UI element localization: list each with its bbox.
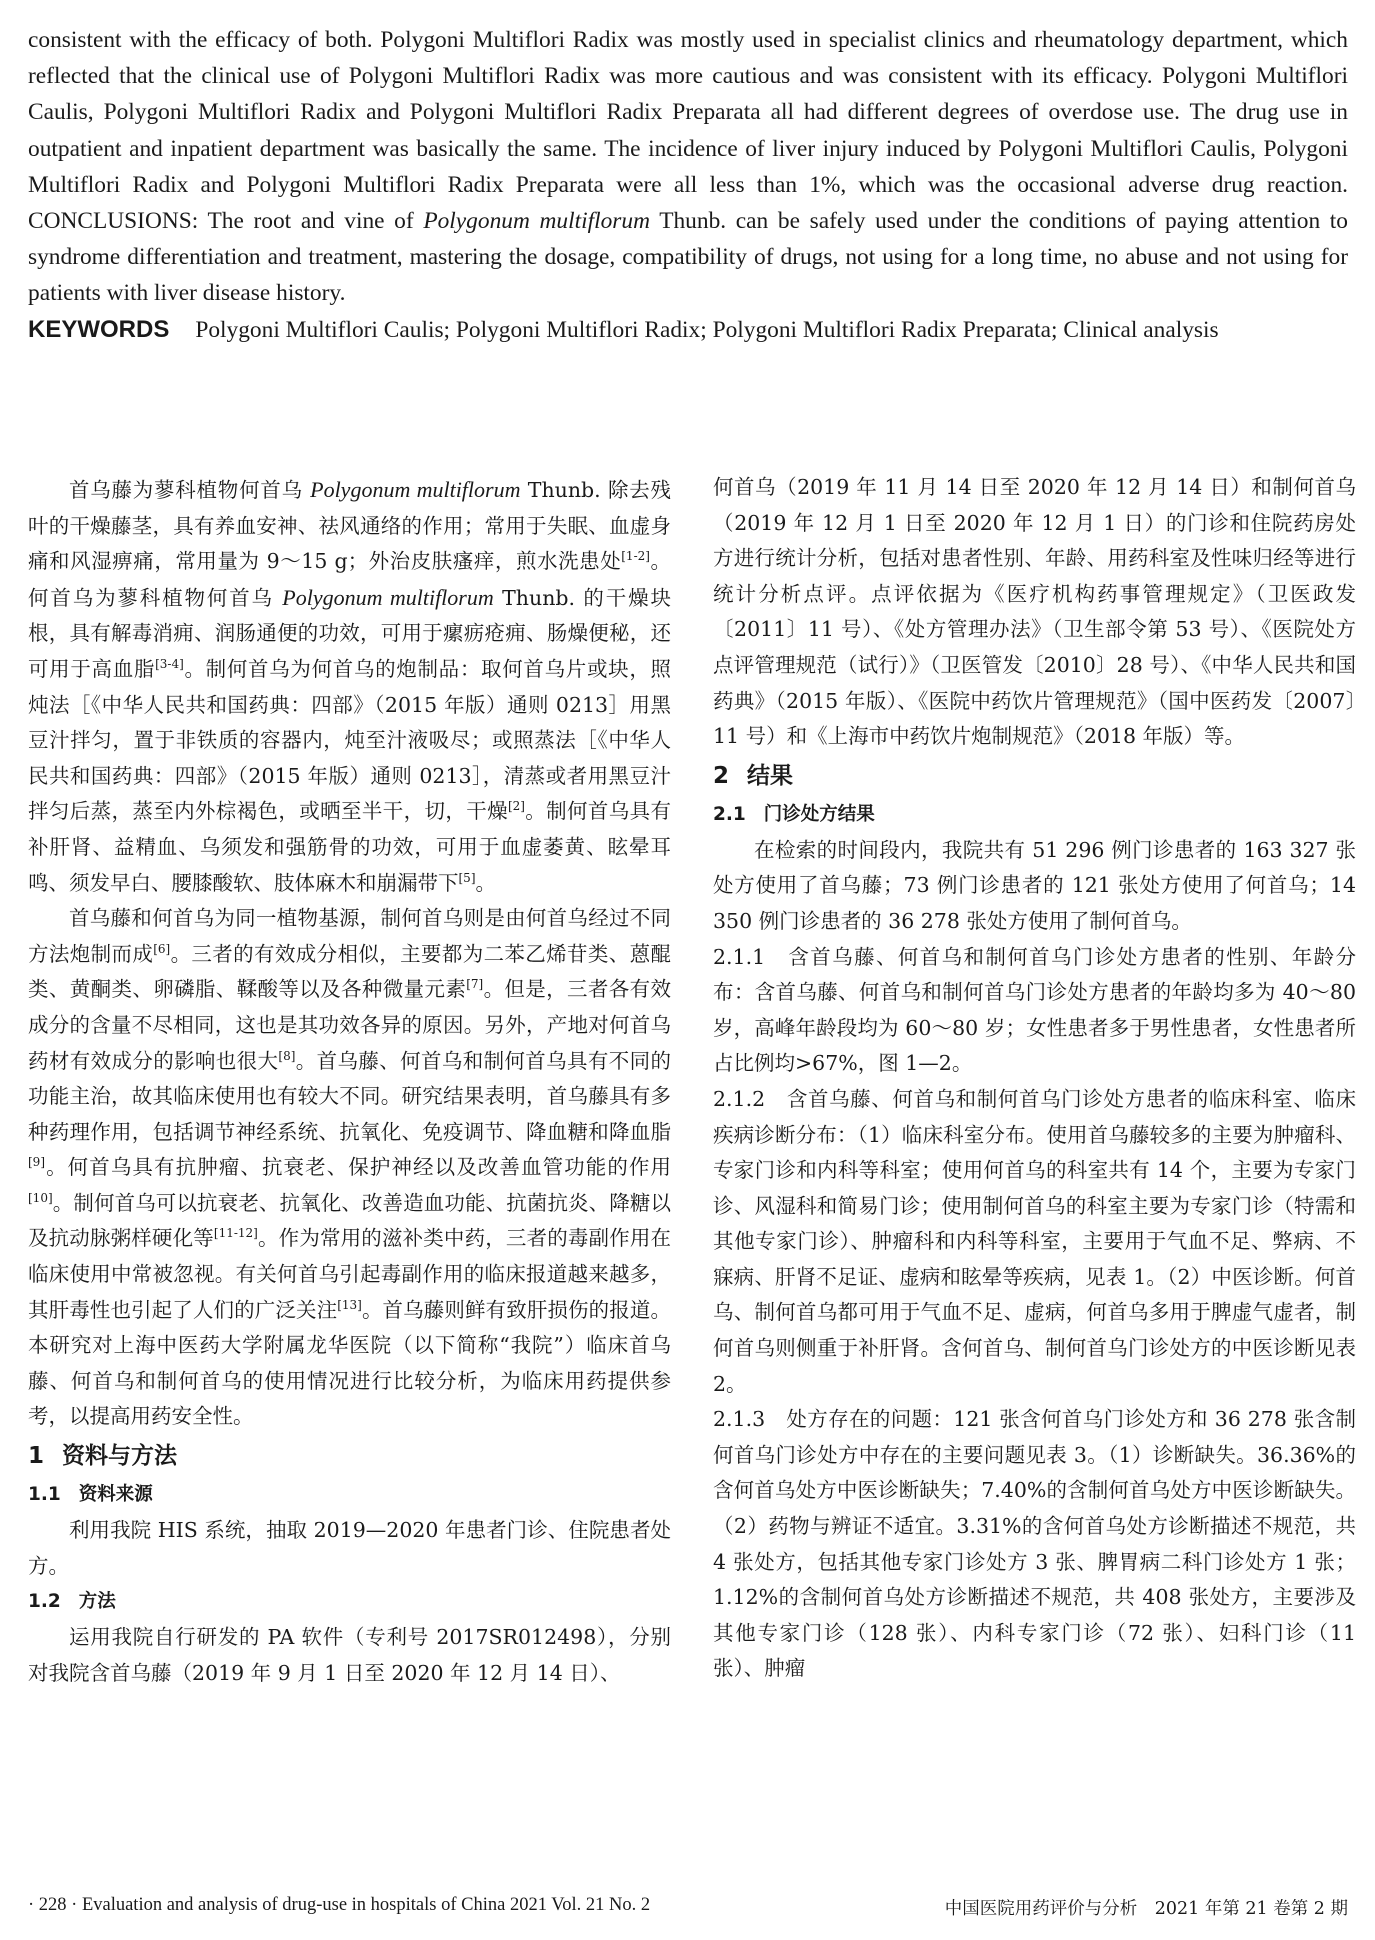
intro-paragraph-2: 首乌藤和何首乌为同一植物基源，制何首乌则是由何首乌经过不同方法炮制而成[6]。三者的有效成分相似，主要都为二苯乙烯苷类、蒽醌类、黄酮类、卵磷脂、鞣酸等以及各种微量元素[7]。但是，三者各有效成分的含量不尽相同，这也是其功效各异的原因。另外，产地对何首乌药材有效成分的影响也很大[8]。首乌藤、何首乌和制何首乌具有不同的功能主治，故其临床使用也有较大不同。研究结果表明，首乌藤具有多种药理作用，包括调节神经系统、抗氧化、免疫调节、降血糖和降血脂[9]。何首乌具有抗肿瘤、抗衰老、保护神经以及改善血管功能的作用[10]。制何首乌可以抗衰老、抗氧化、改善造血功能、抗菌抗炎、降糖以及抗动脉粥样硬化等[11-12]。作为常用的滋补类中药，三者的毒副作用在临床使用中常被忽视。有关何首乌引起毒副作用的临床报道越来越多，其肝毒性也引起了人们的广泛关注[13]。首乌藤则鲜有致肝损伤的报道。本研究对上海中医药大学附属龙华医院（以下简称“我院”）临床首乌藤、何首乌和制何首乌的使用情况进行比较分析，为临床用药提供参考，以提高用药安全性。	[28, 906, 672, 1429]
intro-paragraph-1: 首乌藤为蓼科植物何首乌 Polygonum multiflorum Thunb. 除去残叶的干燥藤茎，具有养血安神、祛风通络的作用；常用于失眠、血虚身痛和风湿痹痛，常用量为 9～15 g；外治皮肤瘙痒，煎水洗患处[1-2]。何首乌为蓼科植物何首乌 Polygonum multiflorum Thunb. 的干燥块根，具有解毒消痈、润肠通便的功效，可用于瘰疬疮痈、肠燥便秘，还可用于高血脂[3-4]。制何首乌为何首乌的炮制品：取何首乌片或块，照炖法［《中华人民共和国药典：四部》（2015 年版）通则 0213］用黑豆汁拌匀，置于非铁质的容器内，炖至汁液吸尽；或照蒸法［《中华人民共和国药典：四部》（2015 年版）通则 0213］，清蒸或者用黑豆汁拌匀后蒸，蒸至内外棕褐色，或晒至半干，切，干燥[2]。制何首乌具有补肝肾、益精血、乌须发和强筋骨的功效，可用于血虚萎黄、眩晕耳鸣、须发早白、腰膝酸软、肢体麻木和崩漏带下[5]。	[28, 477, 672, 895]
english-abstract	[28, 22, 1348, 348]
section-heading-2: 2 结果	[713, 762, 794, 789]
left-column	[28, 472, 671, 1691]
abstract-paragraph: consistent with the efficacy of both. Polygoni Multiflori Radix was mostly used in specialist clinics and rheumatology department, which reflected that the clinical use of Polygoni Multiflori Radix was more cautious and was consistent with its efficacy. Polygoni Multiflori Caulis, Polygoni Multiflori Radix and Polygoni Multiflori Radix Preparata all had different degrees of overdose use. The drug use in outpatient and inpatient department was basically the same. The incidence of liver injury induced by Polygoni Multiflori Caulis, Polygoni Multiflori Radix and Polygoni Multiflori Radix Preparata were all less than 1%, which was the occasional adverse drug reaction. CONCLUSIONS: The root and vine of Polygonum multiflorum Thunb. can be safely used under the conditions of paying attention to syndrome differentiation and treatment, mastering the dosage, compatibility of drugs, not using for a long time, no abuse and not using for patients with liver disease history.	[28, 27, 1348, 307]
outpatient-results-paragraph: 在检索的时间段内，我院共有 51 296 例门诊患者的 163 327 张处方使用了首乌藤；73 例门诊患者的 121 张处方使用了何首乌；14 350 例门诊患者的 36 278 张处方使用了制何首乌。	[713, 837, 1356, 933]
citation: [2]	[507, 799, 525, 814]
result-2-1-1: 2.1.1 含首乌藤、何首乌和制何首乌门诊处方患者的性别、年龄分布：含首乌藤、何首乌和制何首乌门诊处方患者的年龄均多为 40～80 岁，高峰年龄段均为 60～80 岁；女性患者多于男性患者，女性患者所占比例均>67%，图 1—2。	[713, 944, 1356, 1076]
data-source-paragraph: 利用我院 HIS 系统，抽取 2019—2020 年患者门诊、住院患者处方。	[28, 1518, 671, 1578]
section-heading-1: 1 资料与方法	[28, 1443, 178, 1470]
citation: [9]	[28, 1155, 45, 1170]
keywords-label: KEYWORDS	[28, 315, 170, 343]
subsection-heading-1-2: 1.2 方法	[28, 1591, 116, 1613]
right-column	[713, 470, 1356, 1687]
method-paragraph-continued: 何首乌（2019 年 11 月 14 日至 2020 年 12 月 14 日）和制何首乌（2019 年 12 月 1 日至 2020 年 12 月 1 日）的门诊和住院药房处方进行统计分析，包括对患者性别、年龄、用药科室及性味归经等进行统计分析点评。点评依据为《医疗机构药事管理规定》（卫医政发〔2011〕11 号）、《处方管理办法》（卫生部令第 53 号）、《医院处方点评管理规范（试行）》（卫医管发〔2010〕28 号）、《中华人民共和国药典》（2015 年版）、《医院中药饮片管理规范》（国中医药发〔2007〕11 号）和《上海市中药饮片炮制规范》（2018 年版）等。	[713, 475, 1356, 749]
subsection-heading-2-1: 2.1 门诊处方结果	[713, 803, 875, 825]
citation: [6]	[153, 941, 171, 956]
citation: [13]	[337, 1297, 362, 1312]
citation: [3-4]	[155, 657, 184, 672]
citation: [8]	[278, 1048, 296, 1063]
citation: [10]	[28, 1191, 53, 1206]
subsection-heading-1-1: 1.1 资料来源	[28, 1484, 153, 1506]
keywords-line	[28, 312, 1348, 348]
result-2-1-3: 2.1.3 处方存在的问题：121 张含何首乌门诊处方和 36 278 张含制何首乌门诊处方中存在的主要问题见表 3。（1）诊断缺失。36.36%的含何首乌处方中医诊断缺失；7.40%的含制何首乌处方中医诊断缺失。（2）药物与辨证不适宜。3.31%的含何首乌处方诊断描述不规范，共 4 张处方，包括其他专家门诊处方 3 张、脾胃病二科门诊处方 1 张；1.12%的含制何首乌处方诊断描述不规范，共 408 张处方，主要涉及其他专家门诊（128 张）、内科专家门诊（72 张）、妇科门诊（11 张）、肿瘤	[713, 1407, 1356, 1681]
citation: [5]	[458, 870, 476, 885]
species-name: Polygonum multiflorum	[423, 208, 650, 235]
method-paragraph: 运用我院自行研发的 PA 软件（专利号 2017SR012498），分别对我院含首乌藤（2019 年 9 月 1 日至 2020 年 12 月 14 日）、	[28, 1625, 671, 1685]
citation: [7]	[466, 977, 484, 992]
keywords-text: Polygoni Multiflori Caulis; Polygoni Multiflori Radix; Polygoni Multiflori Radix Preparata; Clinical analysis	[195, 316, 1219, 343]
footer-journal-en: · 228 · Evaluation and analysis of drug-use in hospitals of China 2021 Vol. 21 No. 2	[28, 1895, 651, 1915]
citation: [1-2]	[621, 549, 650, 564]
result-2-1-2: 2.1.2 含首乌藤、何首乌和制何首乌门诊处方患者的临床科室、临床疾病诊断分布：（1）临床科室分布。使用首乌藤较多的主要为肿瘤科、专家门诊和内科等科室；使用何首乌的科室共有 14 个，主要为专家门诊、风湿科和简易门诊；使用制何首乌的科室主要为专家门诊（特需和其他专家门诊）、肿瘤科和内科等科室，主要用于气血不足、弊病、不寐病、肝肾不足证、虚病和眩晕等疾病，见表 1。（2）中医诊断。何首乌、制何首乌都可用于气血不足、虚病，何首乌多用于脾虚气虚者，制何首乌则侧重于补肝肾。含何首乌、制何首乌门诊处方的中医诊断见表 2。	[713, 1086, 1356, 1396]
footer-journal-cn: 中国医院用药评价与分析 2021 年第 21 卷第 2 期	[944, 1899, 1348, 1919]
citation: [11-12]	[213, 1226, 258, 1241]
